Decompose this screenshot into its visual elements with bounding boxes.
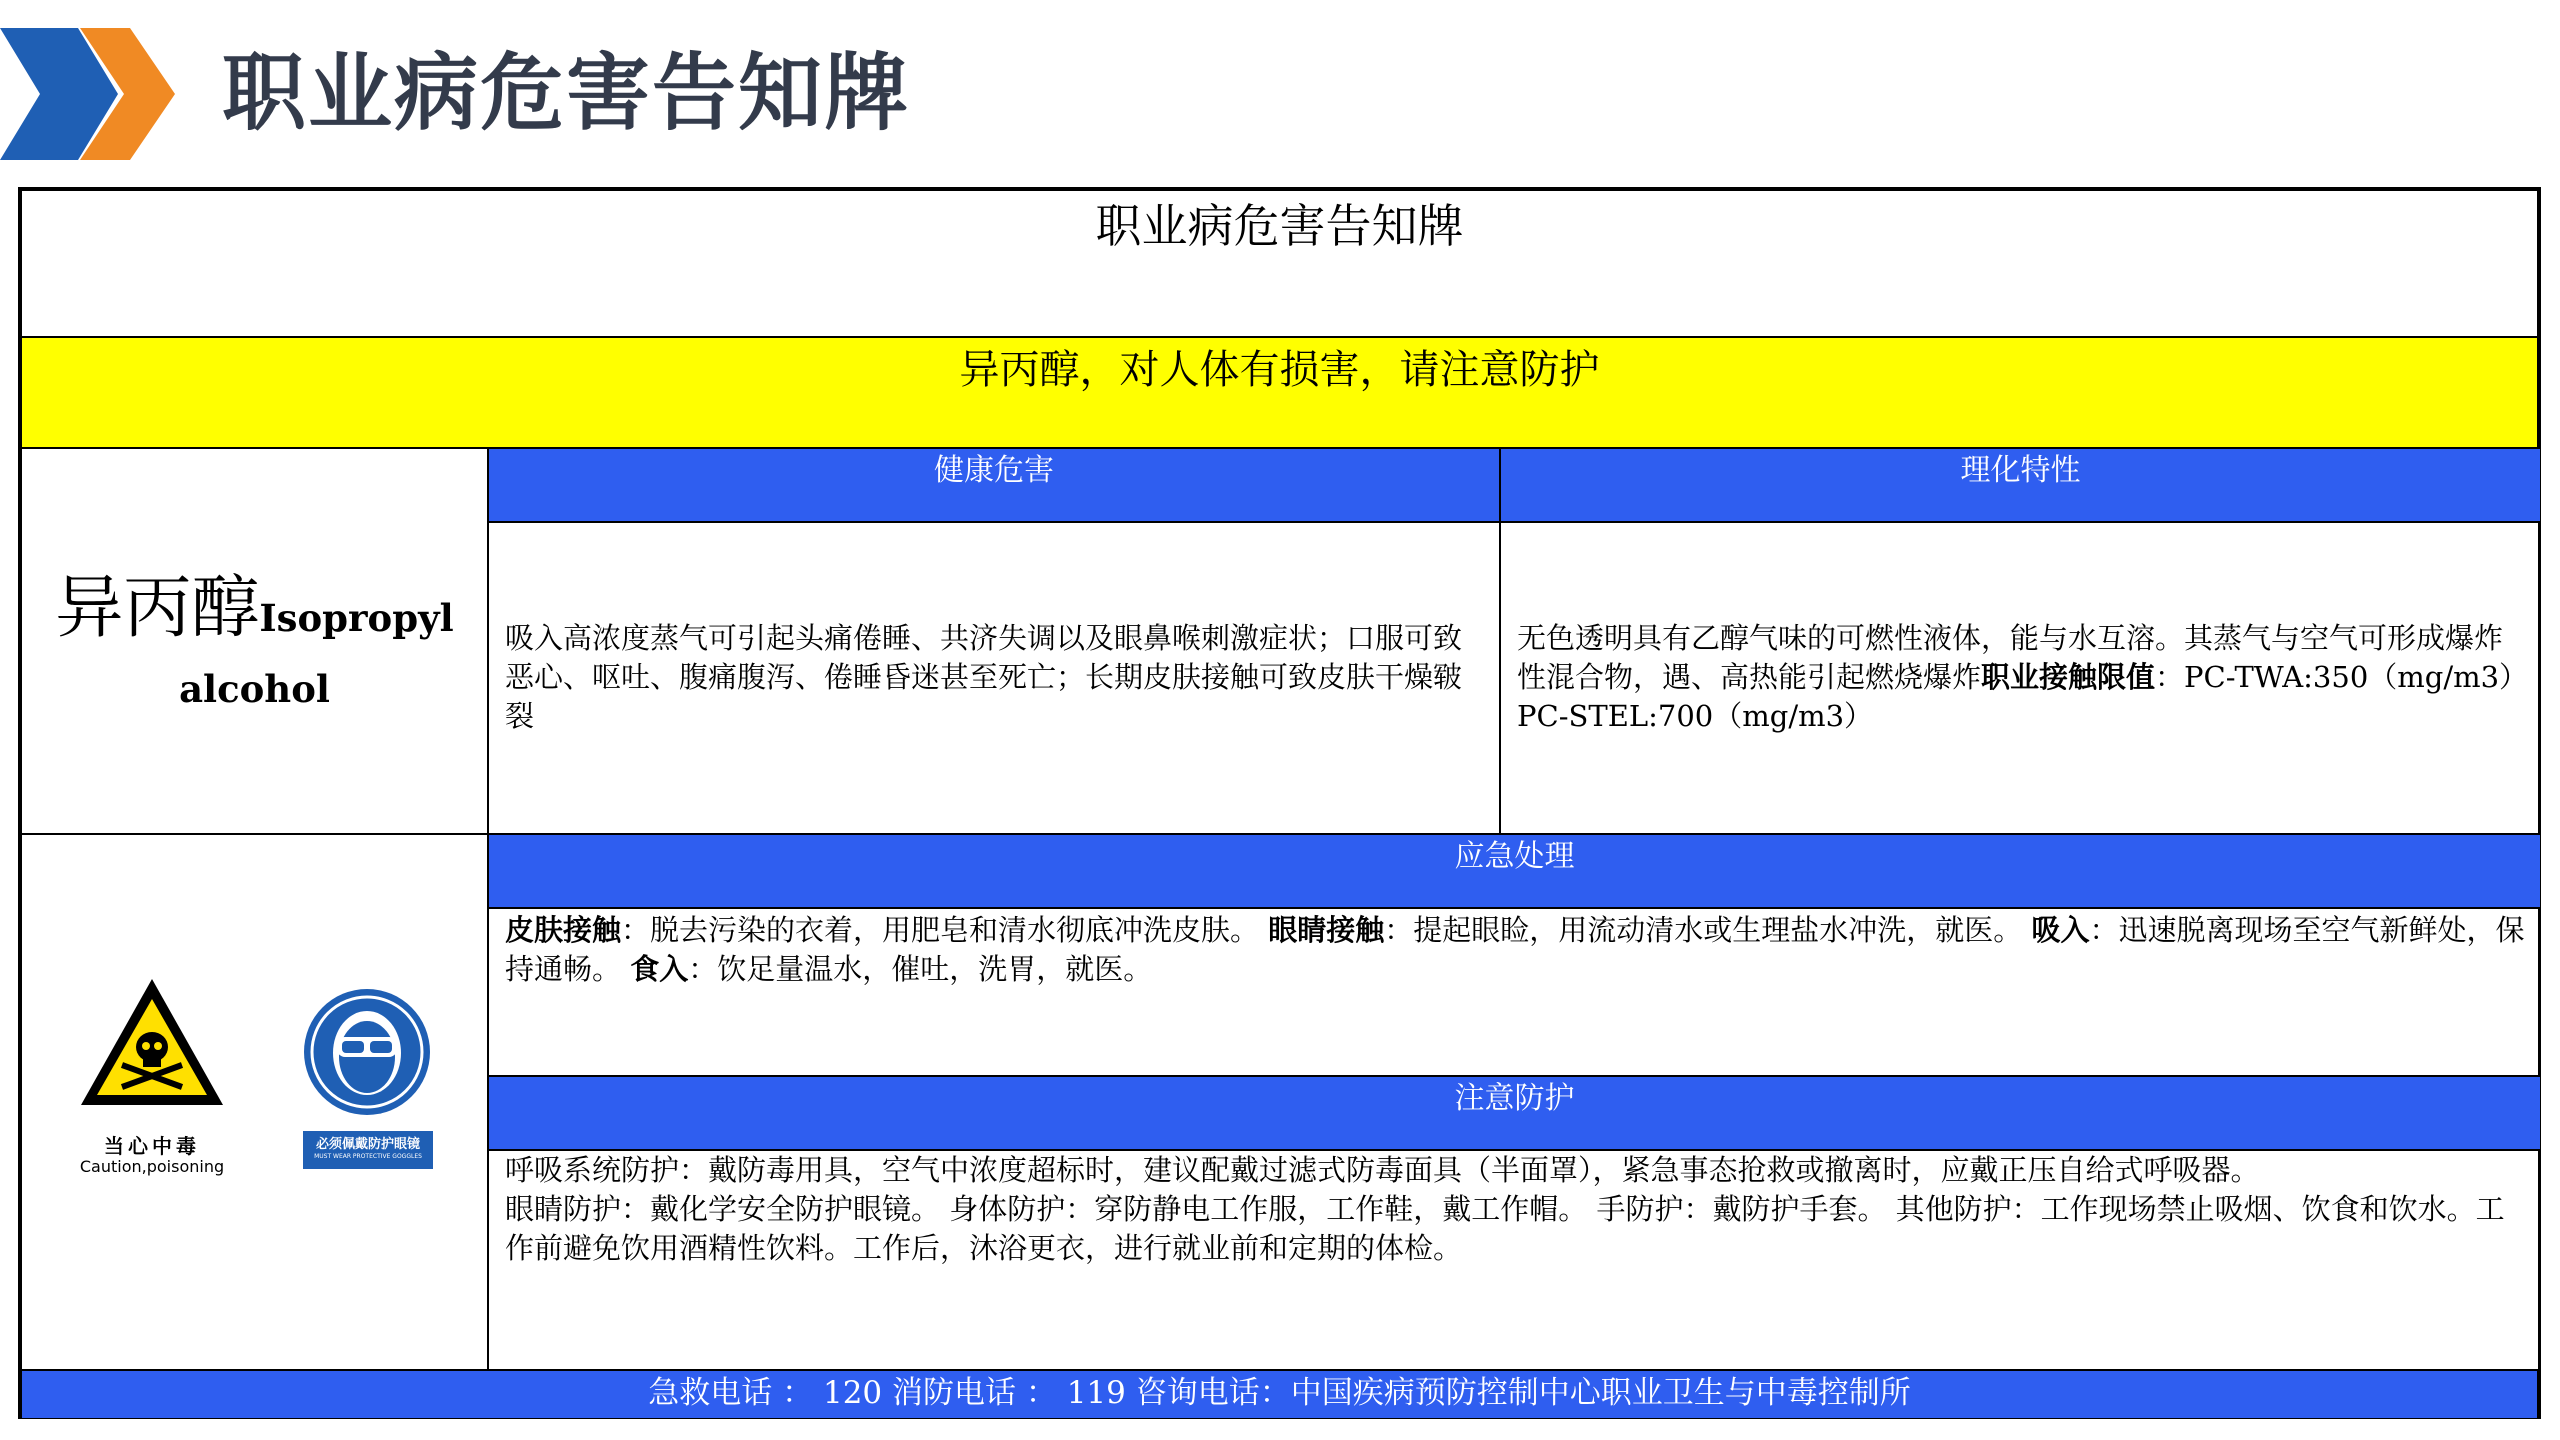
properties-description: 无色透明具有乙醇气味的可燃性液体，能与水互溶。其蒸气与空气可形成爆炸性混合物，遇、高热能引起燃烧爆炸: [1517, 621, 2504, 694]
chemical-name-cell: [21, 448, 488, 834]
exposure-limit-values: ：PC-TWA:350（mg/m3）PC-STEL:700（mg/m3）: [1517, 660, 2514, 733]
skull-warning-icon: [77, 975, 227, 1110]
emergency-header: 应急处理: [488, 834, 2541, 908]
eye-contact-text: ：提起眼睑，用流动清水或生理盐水冲洗，就医。: [1384, 913, 2023, 947]
slide-title: 职业病危害告知牌: [222, 44, 911, 142]
poison-label-cn: 当心中毒: [104, 1134, 200, 1158]
ingestion-text: ：饮足量温水，催吐，洗胃，就医。: [688, 952, 1153, 986]
health-hazard-text: 吸入高浓度蒸气可引起头痛倦睡、共济失调以及眼鼻喉刺激症状；口服可致恶心、呕吐、腹痛腹泻、倦睡昏迷甚至死亡；长期皮肤接触可致皮肤干燥皲裂: [488, 522, 1500, 834]
skin-contact-text: ：脱去污染的衣着，用肥皂和清水彻底冲洗皮肤。: [621, 913, 1260, 947]
safety-icons-cell: [21, 834, 488, 1370]
properties-text: [1500, 522, 2541, 834]
warning-banner: 异丙醇，对人体有损害，请注意防护: [21, 337, 2538, 448]
chemical-name-en-2: alcohol: [179, 666, 330, 711]
emergency-phone-footer: 急救电话 ： 120 消防电话 ： 119 咨询电话：中国疾病预防控制中心职业卫生与中毒控制所: [21, 1370, 2538, 1419]
goggles-label-en: MUST WEAR PROTECTIVE GOGGLES: [314, 1153, 422, 1160]
goggles-label-panel: [303, 1131, 433, 1169]
chemical-name-en: Isopropyl: [259, 595, 454, 640]
goggles-mandatory-icon: [302, 987, 432, 1117]
protection-header: 注意防护: [488, 1076, 2541, 1150]
hazard-notice-board: [18, 187, 2541, 1419]
exposure-limit-label: 职业接触限值: [1981, 660, 2156, 694]
health-hazard-header: 健康危害: [488, 448, 1500, 522]
inhalation-label: 吸入: [2031, 913, 2090, 947]
skin-contact-label: 皮肤接触: [505, 913, 622, 947]
chemical-name-cn: 异丙醇: [55, 568, 260, 648]
properties-header: 理化特性: [1500, 448, 2541, 522]
inhalation-text: ：迅速脱离现场至空气新鲜处，保持通畅。: [505, 913, 2525, 986]
chevron-arrow-icon: [0, 28, 175, 160]
protection-line-2: 眼睛防护：戴化学安全防护眼镜。 身体防护：穿防静电工作服，工作鞋，戴工作帽。 手防护：戴防护手套。 其他防护：工作现场禁止吸烟、饮食和饮水。工作前避免饮用酒精性饮料。工作后，沐浴更衣，进行就业前和定期的体检。: [505, 1192, 2505, 1265]
poison-label-en: Caution,poisoning: [79, 1157, 225, 1176]
eye-contact-label: 眼睛接触: [1268, 913, 1385, 947]
emergency-text: [488, 908, 2541, 1076]
protection-text: [488, 1150, 2541, 1370]
ingestion-label: 食入: [630, 952, 689, 986]
goggles-label-cn: 必须佩戴防护眼镜: [315, 1137, 420, 1152]
chemical-name-line: [55, 569, 453, 658]
board-title: 职业病危害告知牌: [21, 190, 2538, 337]
protection-line-1: 呼吸系统防护：戴防毒用具，空气中浓度超标时，建议配戴过滤式防毒面具（半面罩），紧急事态抢救或撤离时，应戴正压自给式呼吸器。: [505, 1153, 2260, 1187]
